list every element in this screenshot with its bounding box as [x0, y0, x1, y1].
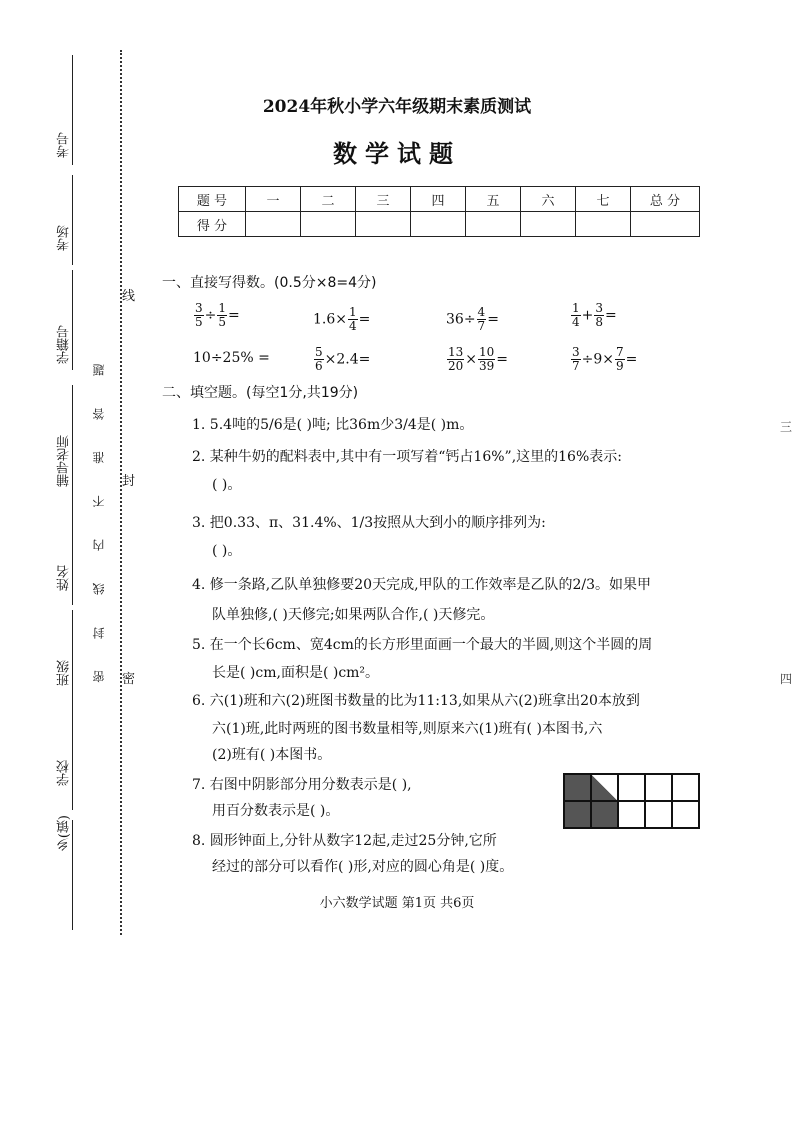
tutor-label: 辅导老师	[57, 435, 72, 487]
score-input-cell[interactable]	[631, 212, 700, 237]
calc-item-3: 36÷ $\frac{4}{7}$ =	[446, 305, 499, 333]
question-4-line2: 队单独修,( )天修完;如果两队合作,( )天修完。	[212, 607, 495, 623]
question-5-line2: 长是( )cm,面积是( )cm²。	[212, 665, 380, 681]
class-label: 班级	[57, 660, 72, 686]
question-6-line3: (2)班有( )本图书。	[212, 747, 332, 763]
grid-cell	[618, 774, 645, 801]
page-footer: 小六数学试题 第1页 共6页	[319, 896, 475, 911]
question-7-line2: 用百分数表示是( )。	[212, 803, 340, 819]
subject-title: 数学试题	[333, 140, 461, 168]
grid-cell-shaded	[591, 801, 618, 828]
score-table-cell: 三	[356, 187, 411, 212]
seal-char-feng: 封	[122, 474, 136, 489]
name-label: 姓名	[57, 565, 72, 591]
question-3-line1: 3. 把0.33、π、31.4%、1/3按照从大到小的顺序排列为:	[192, 515, 546, 531]
grid-cell	[672, 774, 699, 801]
question-8-line1: 8. 圆形钟面上,分针从数字12起,走过25分钟,它所	[192, 833, 497, 849]
exam-number-label: 考号	[57, 132, 72, 158]
class-line	[72, 610, 73, 700]
question-8-line2: 经过的部分可以看作( )形,对应的圆心角是( )度。	[212, 859, 514, 875]
township-line	[72, 820, 73, 930]
calc-item-5: 10÷25% =	[193, 350, 270, 366]
shaded-grid-figure	[563, 773, 700, 829]
grid-cell	[618, 801, 645, 828]
question-2-answer[interactable]: ( )。	[212, 477, 242, 493]
score-input-cell[interactable]	[521, 212, 576, 237]
question-6-line2: 六(1)班,此时两班的图书数量相等,则原来六(1)班有( )本图书,六	[212, 721, 603, 737]
score-table-header-row	[179, 187, 700, 212]
grid-cell-half-shaded	[591, 774, 618, 801]
score-input-cell[interactable]	[301, 212, 356, 237]
score-input-cell[interactable]	[411, 212, 466, 237]
school-label: 学校	[57, 760, 72, 786]
edge-mark-top: 三	[780, 420, 793, 434]
score-table	[178, 186, 700, 237]
exam-title: 2024年秋小学六年级期末素质测试	[262, 97, 532, 117]
grid-cell-shaded	[564, 801, 591, 828]
score-input-cell[interactable]	[576, 212, 631, 237]
student-id-line	[72, 270, 73, 370]
score-table-cell: 四	[411, 187, 466, 212]
exam-room-line	[72, 175, 73, 265]
question-2-line1: 2. 某种牛奶的配料表中,其中有一项写着“钙占16%”,这里的16%表示:	[192, 449, 622, 465]
score-input-cell[interactable]	[246, 212, 301, 237]
score-table-cell: 七	[576, 187, 631, 212]
grid-cell-shaded	[564, 774, 591, 801]
question-5-line1: 5. 在一个长6cm、宽4cm的长方形里面画一个最大的半圆,则这个半圆的周	[192, 637, 653, 653]
question-6-line1: 6. 六(1)班和六(2)班图书数量的比为11:13,如果从六(2)班拿出20本放到	[192, 693, 640, 709]
seal-dotted-line	[120, 50, 122, 935]
question-7-line1: 7. 右图中阴影部分用分数表示是( ),	[192, 777, 412, 793]
grid-cell	[672, 801, 699, 828]
seal-char-xian: 线	[122, 289, 136, 304]
question-1: 1. 5.4吨的5/6是( )吨; 比36m少3/4是( )m。	[192, 417, 474, 433]
score-table-score-row	[179, 212, 700, 237]
calc-item-7: $\frac{13}{20}$ × $\frac{10}{39}$ =	[448, 345, 509, 373]
tutor-line	[72, 385, 73, 505]
score-table-cell: 一	[246, 187, 301, 212]
seal-notice: 密 封 线 内 不 准 答 题	[92, 350, 106, 683]
section1-heading: 一、直接写得数。(0.5分×8=4分)	[162, 275, 377, 291]
calc-item-8: $\frac{3}{7}$ ÷9× $\frac{7}{9}$ =	[572, 345, 638, 373]
edge-mark-mid: 四	[780, 672, 793, 686]
calc-item-1: $\frac{3}{5}$ ÷ $\frac{1}{5}$ =	[195, 301, 240, 329]
student-id-label: 学籍号	[57, 325, 72, 364]
score-table-cell: 得 分	[179, 212, 246, 237]
section2-heading: 二、填空题。(每空1分,共19分)	[162, 385, 359, 401]
calc-item-2: 1.6× $\frac{1}{4}$ =	[313, 305, 371, 333]
name-line	[72, 505, 73, 605]
school-line	[72, 700, 73, 810]
grid-cell	[645, 774, 672, 801]
score-input-cell[interactable]	[466, 212, 521, 237]
question-4-line1: 4. 修一条路,乙队单独修要20天完成,甲队的工作效率是乙队的2/3。如果甲	[192, 577, 652, 593]
township-label: 乡(镇)	[57, 815, 72, 852]
calc-item-6: $\frac{5}{6}$ ×2.4=	[315, 345, 371, 373]
grid-cell	[645, 801, 672, 828]
score-table-cell: 总 分	[631, 187, 700, 212]
score-table-cell: 六	[521, 187, 576, 212]
score-table-cell: 题 号	[179, 187, 246, 212]
exam-room-label: 考场	[57, 225, 72, 251]
question-3-answer[interactable]: ( )。	[212, 543, 242, 559]
score-table-cell: 五	[466, 187, 521, 212]
score-table-cell: 二	[301, 187, 356, 212]
score-input-cell[interactable]	[356, 212, 411, 237]
seal-char-mi: 密	[122, 672, 136, 687]
calc-item-4: $\frac{1}{4}$ + $\frac{3}{8}$ =	[572, 301, 617, 329]
